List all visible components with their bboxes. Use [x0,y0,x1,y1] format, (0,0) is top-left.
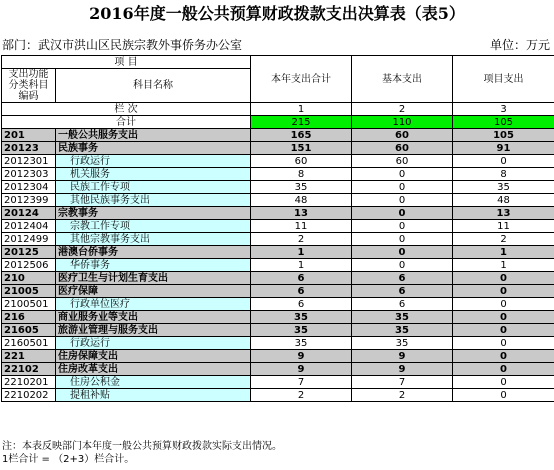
table-row [2,246,554,259]
cell-code: 2012499 [2,233,56,246]
cell-basic: 35 [352,311,453,324]
column-number-1: 1 [251,103,352,116]
cell-code: 2012506 [2,259,56,272]
cell-project: 0 [453,337,554,350]
cell-project: 2 [453,233,554,246]
header-item: 项 目 [2,56,251,69]
cell-name: 民族工作专项 [56,181,251,194]
cell-name: 住房保障支出 [56,350,251,363]
cell-basic: 9 [352,350,453,363]
cell-total: 1 [251,259,352,272]
cell-total: 9 [251,350,352,363]
cell-code: 21005 [2,285,56,298]
cell-project: 0 [453,389,554,402]
column-number-3: 3 [453,103,554,116]
cell-code: 20123 [2,142,56,155]
cell-project: 0 [453,272,554,285]
cell-name: 其他民族事务支出 [56,194,251,207]
cell-name: 行政运行 [56,337,251,350]
cell-total: 35 [251,337,352,350]
total-row-project: 105 [453,116,554,129]
cell-name: 港澳台侨事务 [56,246,251,259]
cell-name: 民族事务 [56,142,251,155]
table-row [2,233,554,246]
cell-basic: 7 [352,376,453,389]
table-row [2,324,554,337]
cell-basic: 35 [352,324,453,337]
cell-project: 0 [453,155,554,168]
table-row [2,207,554,220]
cell-project: 35 [453,181,554,194]
cell-basic: 0 [352,168,453,181]
cell-basic: 60 [352,155,453,168]
cell-project: 91 [453,142,554,155]
cell-name: 宗教事务 [56,207,251,220]
unit-label: 单位：万元 [489,38,550,52]
note-1: 注：本表反映部门本年度一般公共预算财政拨款实际支出情况。 [2,441,282,452]
department-label: 部门：武汉市洪山区民族宗教外事侨务办公室 [2,38,243,52]
cell-code: 21605 [2,324,56,337]
cell-project: 0 [453,376,554,389]
cell-code: 2012399 [2,194,56,207]
cell-name: 宗教工作专项 [56,220,251,233]
table-row [2,142,554,155]
cell-code: 22102 [2,363,56,376]
cell-total: 6 [251,272,352,285]
cell-basic: 6 [352,285,453,298]
cell-code: 2100501 [2,298,56,311]
cell-name: 机关服务 [56,168,251,181]
cell-name: 华侨事务 [56,259,251,272]
cell-code: 201 [2,129,56,142]
cell-project: 0 [453,311,554,324]
cell-project: 1 [453,246,554,259]
cell-project: 8 [453,168,554,181]
cell-name: 商业服务业等支出 [56,311,251,324]
cell-name: 一般公共服务支出 [56,129,251,142]
cell-project: 0 [453,298,554,311]
cell-basic: 0 [352,233,453,246]
cell-total: 35 [251,181,352,194]
cell-code: 2012304 [2,181,56,194]
column-label: 栏 次 [2,103,251,116]
cell-name: 住房公积金 [56,376,251,389]
cell-code: 2012303 [2,168,56,181]
cell-total: 6 [251,285,352,298]
cell-name: 旅游业管理与服务支出 [56,324,251,337]
cell-code: 2210201 [2,376,56,389]
cell-code: 221 [2,350,56,363]
expenditure-table [1,55,554,402]
table-row [2,298,554,311]
cell-code: 2160501 [2,337,56,350]
cell-name: 提租补贴 [56,389,251,402]
cell-total: 2 [251,389,352,402]
cell-basic: 0 [352,181,453,194]
cell-total: 1 [251,246,352,259]
cell-code: 216 [2,311,56,324]
cell-project: 13 [453,207,554,220]
total-row-label: 合计 [2,116,251,129]
cell-basic: 0 [352,194,453,207]
total-row-basic: 110 [352,116,453,129]
cell-name: 行政单位医疗 [56,298,251,311]
cell-project: 0 [453,350,554,363]
table-row [2,181,554,194]
header-code: 支出功能分类科目编码 [2,69,56,103]
report-title: 2016年度一般公共预算财政拨款支出决算表（表5） [89,4,465,23]
table-row [2,259,554,272]
cell-total: 7 [251,376,352,389]
cell-project: 0 [453,363,554,376]
cell-name: 行政运行 [56,155,251,168]
cell-total: 165 [251,129,352,142]
cell-basic: 0 [352,259,453,272]
table-row [2,194,554,207]
cell-project: 11 [453,220,554,233]
cell-name: 医疗卫生与计划生育支出 [56,272,251,285]
cell-total: 60 [251,155,352,168]
cell-project: 48 [453,194,554,207]
cell-project: 0 [453,285,554,298]
cell-basic: 9 [352,363,453,376]
cell-basic: 60 [352,129,453,142]
table-row [2,272,554,285]
cell-name: 医疗保障 [56,285,251,298]
cell-basic: 2 [352,389,453,402]
cell-name: 住房改革支出 [56,363,251,376]
cell-total: 9 [251,363,352,376]
notes [2,440,282,466]
cell-code: 2012301 [2,155,56,168]
cell-total: 13 [251,207,352,220]
table-row [2,220,554,233]
cell-code: 2210202 [2,389,56,402]
cell-code: 2012404 [2,220,56,233]
cell-total: 48 [251,194,352,207]
cell-basic: 0 [352,207,453,220]
cell-code: 20125 [2,246,56,259]
cell-total: 6 [251,298,352,311]
cell-total: 151 [251,142,352,155]
cell-project: 105 [453,129,554,142]
cell-basic: 6 [352,298,453,311]
cell-total: 8 [251,168,352,181]
table-row [2,129,554,142]
header-basic: 基本支出 [352,56,453,103]
header-total: 本年支出合计 [251,56,352,103]
cell-basic: 0 [352,246,453,259]
table-row [2,337,554,350]
cell-name: 其他宗教事务支出 [56,233,251,246]
table-row [2,168,554,181]
cell-project: 1 [453,259,554,272]
column-number-2: 2 [352,103,453,116]
table-row [2,389,554,402]
table-row [2,155,554,168]
cell-code: 210 [2,272,56,285]
cell-total: 35 [251,324,352,337]
total-row-total: 215 [251,116,352,129]
header-project: 项目支出 [453,56,554,103]
cell-basic: 35 [352,337,453,350]
table-row [2,285,554,298]
cell-total: 11 [251,220,352,233]
cell-project: 0 [453,324,554,337]
table-row [2,311,554,324]
cell-basic: 0 [352,220,453,233]
header-name: 科目名称 [56,69,251,103]
cell-total: 35 [251,311,352,324]
cell-total: 2 [251,233,352,246]
cell-basic: 6 [352,272,453,285]
table-row [2,376,554,389]
note-2: 1栏合计 = （2+3）栏合计。 [2,454,135,465]
table-row [2,350,554,363]
table-row [2,363,554,376]
cell-basic: 60 [352,142,453,155]
cell-code: 20124 [2,207,56,220]
